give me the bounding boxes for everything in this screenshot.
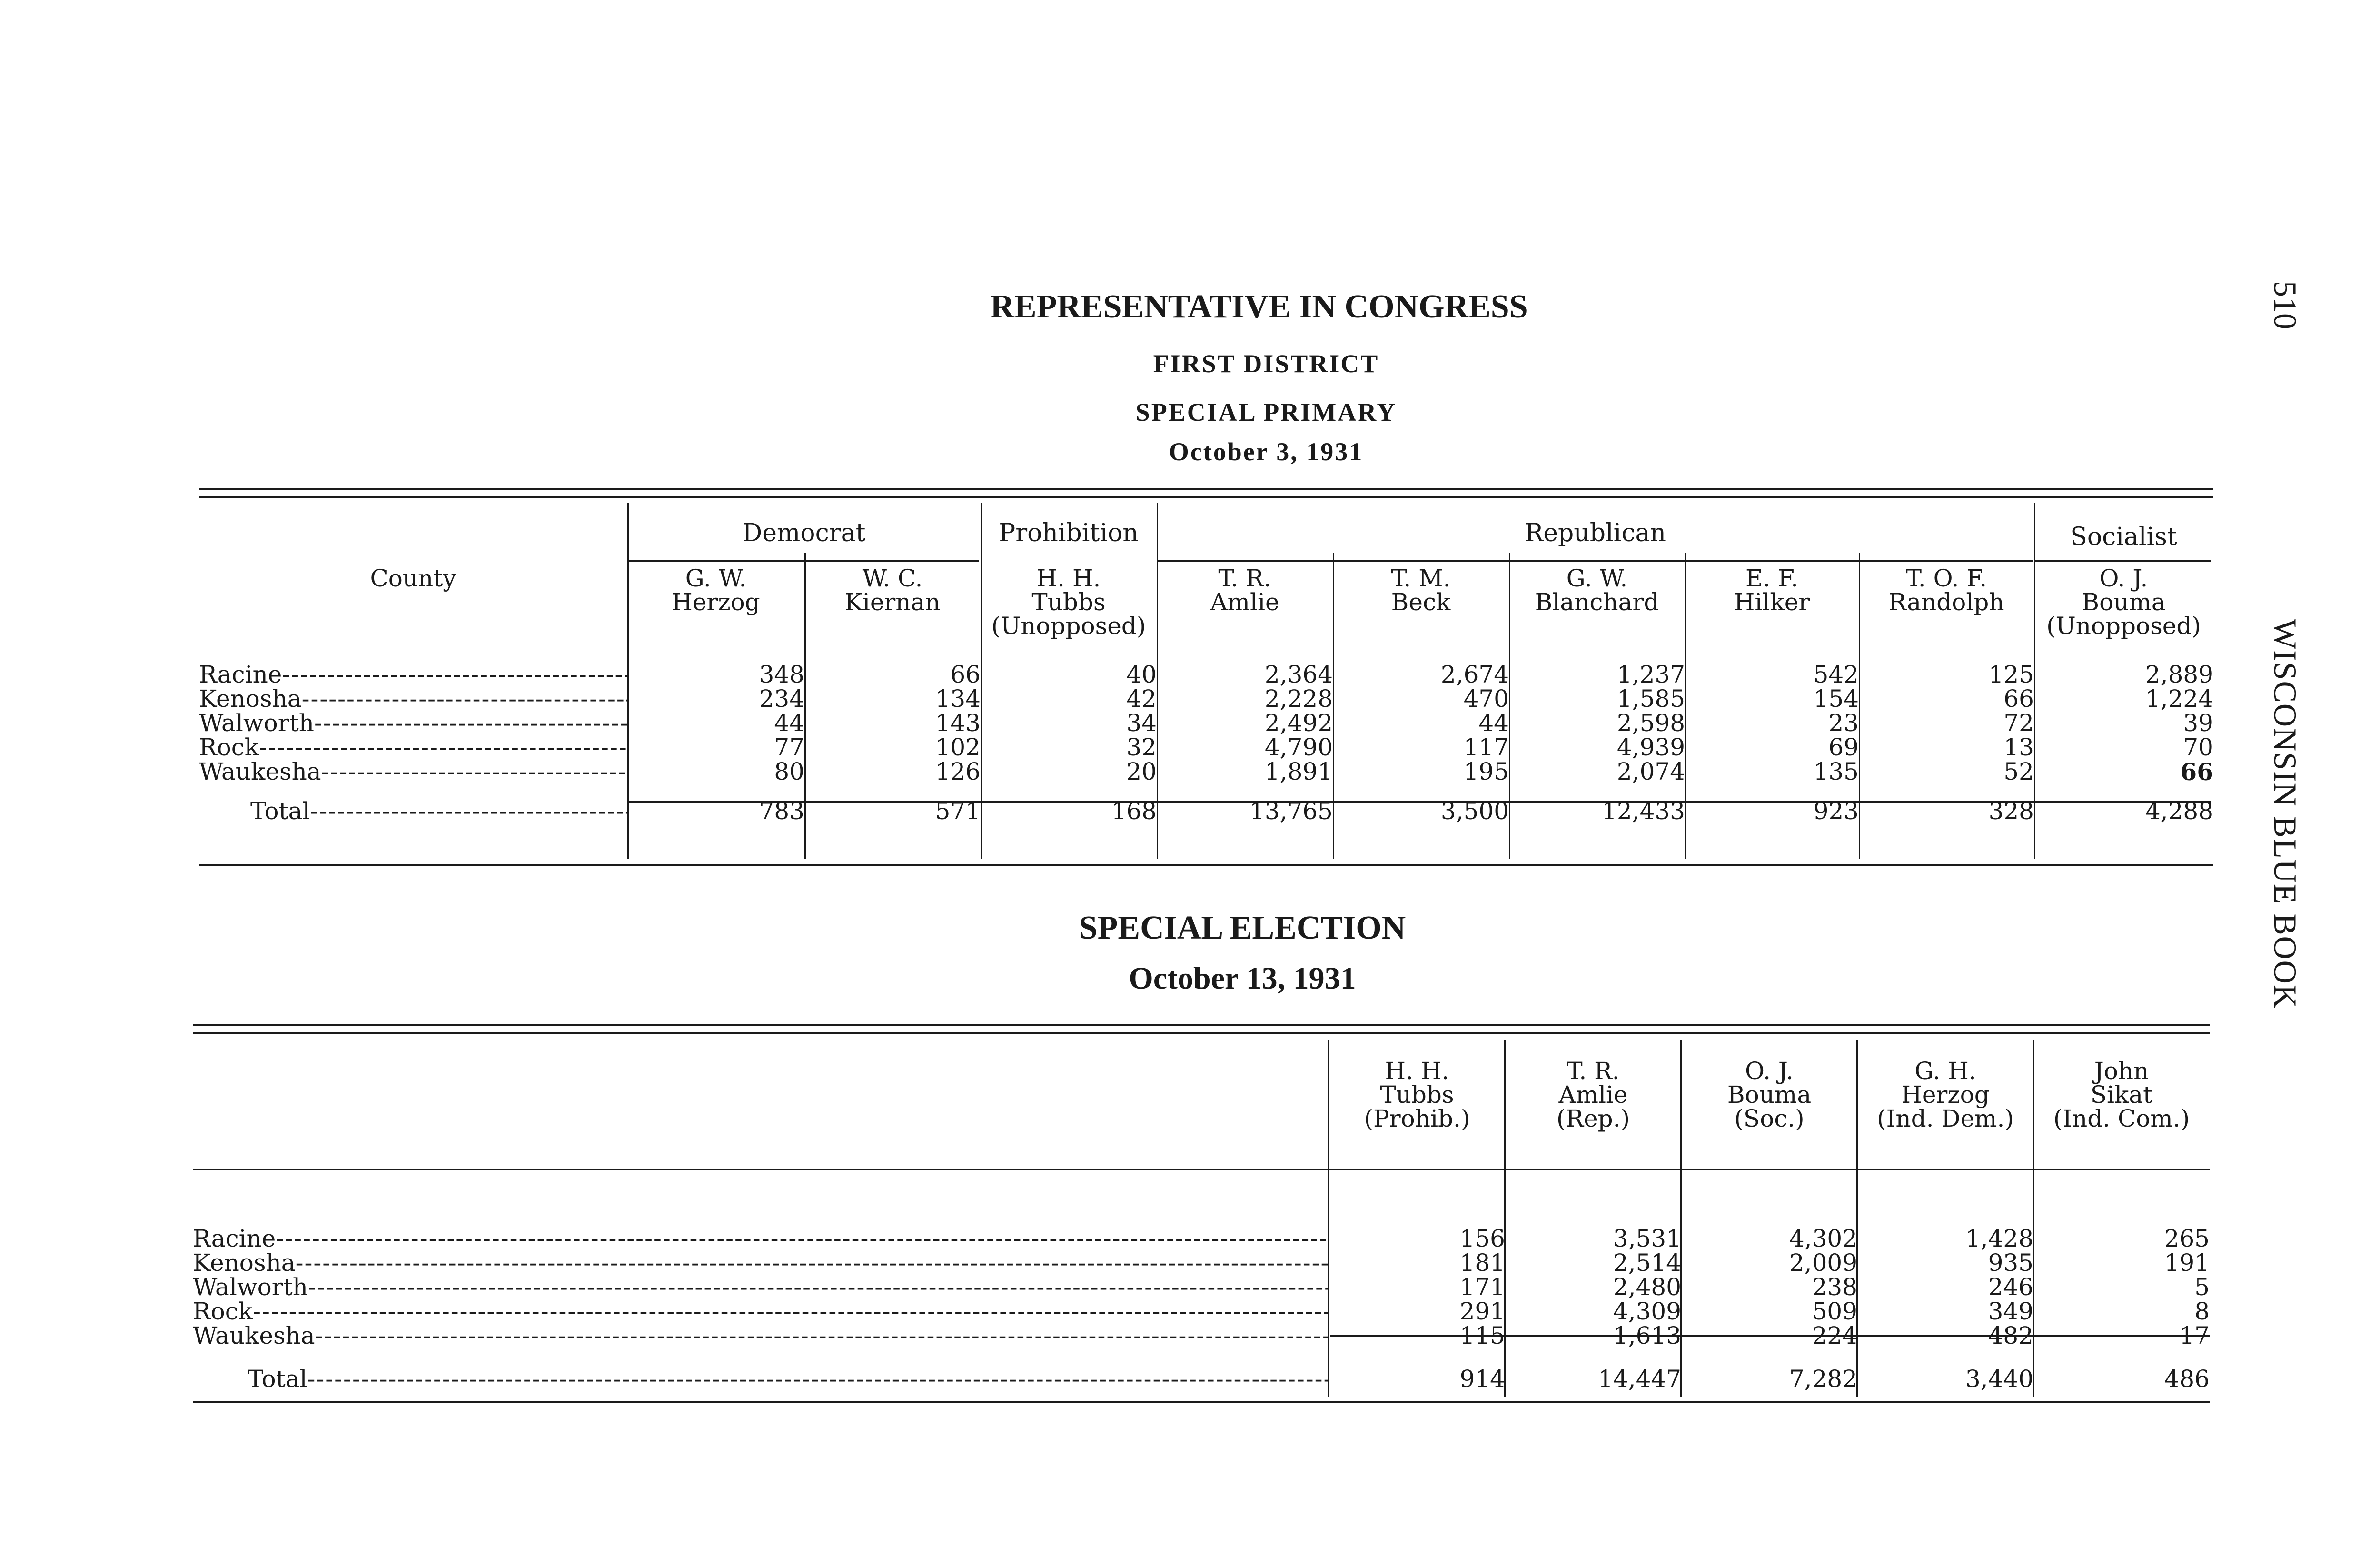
vote-cell: 2,228 xyxy=(1264,687,1333,711)
candidate-party: (Rep.) xyxy=(1556,1105,1630,1132)
candidate-initials: G. H. xyxy=(1914,1059,1976,1085)
district-heading: FIRST DISTRICT xyxy=(1153,349,1379,378)
candidate-initials: H. H. xyxy=(1036,565,1101,592)
vote-cell: 238 xyxy=(1812,1275,1857,1299)
vote-cell: 935 xyxy=(1988,1251,2033,1275)
total-cell: 783 xyxy=(759,799,804,823)
candidate-header xyxy=(1859,562,2034,663)
vote-cell: 470 xyxy=(1463,687,1509,711)
running-head: WISCONSIN BLUE BOOK xyxy=(2267,619,2303,1009)
special-election-title: SPECIAL ELECTION xyxy=(1079,910,1406,946)
vote-cell: 265 xyxy=(2164,1227,2210,1251)
table-row xyxy=(193,1324,2210,1348)
party-republican: Republican xyxy=(1525,519,1666,547)
candidate-header xyxy=(1157,562,1333,663)
total-cell: 4,288 xyxy=(2145,799,2213,823)
vote-cell: 80 xyxy=(774,760,804,784)
party-prohibition: Prohibition xyxy=(999,519,1139,547)
total-cell: 14,447 xyxy=(1598,1367,1681,1391)
total-cell: 571 xyxy=(935,799,981,823)
total-label-cell xyxy=(199,799,627,823)
candidate-surname: Tubbs xyxy=(1031,588,1106,616)
vote-cell: 5 xyxy=(2194,1275,2210,1299)
top-double-rule-lower xyxy=(199,496,2213,498)
candidate-initials: T. R. xyxy=(1218,565,1271,592)
vote-cell: 102 xyxy=(935,735,981,760)
primary-date: October 3, 1931 xyxy=(1169,437,1364,466)
county-name: Kenosha xyxy=(193,1251,296,1275)
vote-cell: 181 xyxy=(1459,1251,1505,1275)
vote-cell: 135 xyxy=(1813,760,1859,784)
vote-cell: 2,480 xyxy=(1613,1275,1681,1299)
vote-cell: 2,514 xyxy=(1613,1251,1681,1275)
se-blank-header xyxy=(193,1059,1329,1197)
vote-cell: 115 xyxy=(1459,1324,1505,1348)
table-row xyxy=(199,711,2213,735)
vote-cell: 348 xyxy=(759,663,804,687)
total-cell: 13,765 xyxy=(1250,799,1333,823)
vote-cell: 509 xyxy=(1812,1299,1857,1324)
candidate-header xyxy=(2034,562,2213,663)
vote-cell: 4,302 xyxy=(1789,1227,1857,1251)
county-cell xyxy=(193,1299,1329,1324)
vote-cell: 291 xyxy=(1459,1299,1505,1324)
vote-cell: 125 xyxy=(1988,663,2034,687)
total-label-cell xyxy=(193,1367,1329,1391)
vote-cell: 117 xyxy=(1463,735,1509,760)
vote-cell: 1,891 xyxy=(1264,760,1333,784)
vote-cell: 4,939 xyxy=(1616,735,1685,760)
vote-cell: 542 xyxy=(1813,663,1859,687)
county-cell xyxy=(193,1275,1329,1299)
vote-cell: 69 xyxy=(1828,735,1859,760)
candidate-initials: E. F. xyxy=(1745,565,1799,592)
candidate-header xyxy=(627,562,804,663)
candidate-surname: Hilker xyxy=(1734,588,1810,616)
total-cell: 7,282 xyxy=(1789,1367,1857,1391)
se-bottom-rule xyxy=(193,1401,2210,1403)
candidate-header xyxy=(804,562,981,663)
se-candidate-header xyxy=(1329,1059,1505,1197)
vote-cell: 39 xyxy=(2183,711,2213,735)
candidate-initials: H. H. xyxy=(1385,1059,1449,1085)
vote-cell: 2,364 xyxy=(1264,663,1333,687)
vote-cell: 34 xyxy=(1126,711,1157,735)
total-cell: 3,500 xyxy=(1440,799,1509,823)
table-row xyxy=(199,760,2213,784)
table-row xyxy=(193,1275,2210,1299)
table-row xyxy=(199,663,2213,687)
page-title: REPRESENTATIVE IN CONGRESS xyxy=(990,288,1528,325)
table-row xyxy=(199,687,2213,711)
se-candidate-header xyxy=(1681,1059,1857,1197)
candidate-header xyxy=(981,562,1157,663)
vote-cell: 1,428 xyxy=(1965,1227,2033,1251)
vote-cell: 134 xyxy=(935,687,981,711)
candidate-initials: O. J. xyxy=(2099,565,2148,592)
candidate-party: (Ind. Com.) xyxy=(2053,1105,2190,1132)
party-democrat: Democrat xyxy=(742,519,866,547)
vote-cell: 20 xyxy=(1126,760,1157,784)
page-number: 510 xyxy=(2267,281,2303,329)
total-row xyxy=(199,799,2213,823)
vote-cell: 195 xyxy=(1463,760,1509,784)
vote-cell: 191 xyxy=(2164,1251,2210,1275)
county-name: Racine xyxy=(193,1227,276,1251)
vote-cell: 40 xyxy=(1126,663,1157,687)
table-row xyxy=(193,1227,2210,1251)
vote-cell: 44 xyxy=(774,711,804,735)
vote-cell: 2,598 xyxy=(1616,711,1685,735)
candidate-party: (Ind. Dem.) xyxy=(1877,1105,2014,1132)
election-type-heading: SPECIAL PRIMARY xyxy=(1135,398,1397,426)
candidate-surname: Randolph xyxy=(1888,588,2004,616)
candidate-initials: T. R. xyxy=(1567,1059,1620,1085)
se-top-double-rule-lower xyxy=(193,1032,2210,1034)
candidate-party: (Soc.) xyxy=(1734,1105,1805,1132)
candidate-surname: Kiernan xyxy=(844,588,941,616)
vote-cell: 4,790 xyxy=(1264,735,1333,760)
candidate-initials: G. W. xyxy=(1566,565,1628,592)
vote-cell: 224 xyxy=(1812,1324,1857,1348)
total-cell: 914 xyxy=(1459,1367,1505,1391)
table-row xyxy=(193,1251,2210,1275)
vote-cell: 66 xyxy=(950,663,981,687)
party-socialist: Socialist xyxy=(2070,523,2177,551)
table-row xyxy=(193,1299,2210,1324)
vote-cell: 2,074 xyxy=(1616,760,1685,784)
candidate-header xyxy=(1509,562,1685,663)
vote-cell: 72 xyxy=(2003,711,2034,735)
candidate-surname: Tubbs xyxy=(1380,1081,1454,1109)
vote-cell: 70 xyxy=(2183,735,2213,760)
candidate-surname: Bouma xyxy=(2082,588,2166,616)
candidate-initials: O. J. xyxy=(1745,1059,1794,1085)
vote-cell: 1,585 xyxy=(1616,687,1685,711)
vote-cell: 234 xyxy=(759,687,804,711)
county-header: County xyxy=(370,565,456,592)
vote-cell: 126 xyxy=(935,760,981,784)
total-cell: 923 xyxy=(1813,799,1859,823)
county-cell xyxy=(199,663,627,687)
vote-cell: 23 xyxy=(1828,711,1859,735)
vote-cell: 13 xyxy=(2003,735,2034,760)
table-row xyxy=(199,735,2213,760)
vote-cell: 143 xyxy=(935,711,981,735)
vote-cell: 66 xyxy=(2180,760,2213,784)
total-cell: 3,440 xyxy=(1965,1367,2033,1391)
county-name: Waukesha xyxy=(193,1324,315,1348)
vote-cell: 17 xyxy=(2179,1324,2210,1348)
candidate-surname: Herzog xyxy=(1901,1081,1990,1109)
vote-cell: 4,309 xyxy=(1613,1299,1681,1324)
total-cell: 168 xyxy=(1111,799,1157,823)
candidate-surname: Bouma xyxy=(1727,1081,1812,1109)
candidate-header xyxy=(1685,562,1859,663)
candidate-surname: Amlie xyxy=(1210,588,1279,616)
county-name: Racine xyxy=(199,663,282,687)
total-cell: 486 xyxy=(2164,1367,2210,1391)
vote-cell: 246 xyxy=(1988,1275,2033,1299)
county-name: Kenosha xyxy=(199,687,302,711)
candidate-surname: Amlie xyxy=(1558,1081,1628,1109)
county-name: Walworth xyxy=(193,1275,308,1299)
vote-cell: 52 xyxy=(2003,760,2034,784)
county-cell xyxy=(193,1227,1329,1251)
vote-cell: 1,613 xyxy=(1613,1324,1681,1348)
vote-cell: 2,674 xyxy=(1440,663,1509,687)
candidate-initials: W. C. xyxy=(862,565,923,592)
total-cell: 12,433 xyxy=(1602,799,1685,823)
county-cell xyxy=(199,687,627,711)
county-name: Walworth xyxy=(199,711,314,735)
candidate-surname: Sikat xyxy=(2090,1081,2153,1109)
total-cell: 328 xyxy=(1988,799,2034,823)
vote-cell: 3,531 xyxy=(1613,1227,1681,1251)
vote-cell: 482 xyxy=(1988,1324,2033,1348)
vote-cell: 2,492 xyxy=(1264,711,1333,735)
total-row xyxy=(193,1367,2210,1391)
county-cell xyxy=(199,760,627,784)
candidate-note: (Unopposed) xyxy=(991,612,1146,640)
vote-cell: 156 xyxy=(1459,1227,1505,1251)
vote-cell: 1,237 xyxy=(1616,663,1685,687)
vote-cell: 2,889 xyxy=(2145,663,2213,687)
county-cell xyxy=(193,1251,1329,1275)
county-name: Rock xyxy=(193,1299,253,1324)
candidate-note: (Unopposed) xyxy=(2046,612,2201,640)
vote-cell: 2,009 xyxy=(1789,1251,1857,1275)
se-candidate-header xyxy=(2033,1059,2210,1197)
vote-cell: 8 xyxy=(2194,1299,2210,1324)
vote-cell: 32 xyxy=(1126,735,1157,760)
county-name: Waukesha xyxy=(199,760,321,784)
vote-cell: 42 xyxy=(1126,687,1157,711)
vote-cell: 66 xyxy=(2003,687,2034,711)
top-double-rule-upper xyxy=(199,488,2213,490)
candidate-party: (Prohib.) xyxy=(1364,1105,1470,1132)
candidate-initials: T. O. F. xyxy=(1905,565,1987,592)
candidate-surname: Herzog xyxy=(672,588,760,616)
candidate-header xyxy=(1333,562,1509,663)
bottom-rule xyxy=(199,864,2213,866)
candidate-initials: T. M. xyxy=(1391,565,1451,592)
candidate-initials: G. W. xyxy=(685,565,747,592)
candidate-initials: John xyxy=(2094,1059,2149,1085)
special-election-date: October 13, 1931 xyxy=(1129,961,1356,996)
county-cell xyxy=(199,711,627,735)
se-candidate-header xyxy=(1505,1059,1681,1197)
candidate-surname: Blanchard xyxy=(1535,588,1659,616)
county-cell xyxy=(193,1324,1329,1348)
vote-cell: 349 xyxy=(1988,1299,2033,1324)
vote-cell: 1,224 xyxy=(2145,687,2213,711)
total-label: Total xyxy=(250,799,310,823)
vote-cell: 44 xyxy=(1478,711,1509,735)
se-candidate-header xyxy=(1857,1059,2033,1197)
vote-cell: 154 xyxy=(1813,687,1859,711)
county-name: Rock xyxy=(199,735,259,760)
se-top-double-rule-upper xyxy=(193,1024,2210,1026)
candidate-surname: Beck xyxy=(1391,588,1451,616)
vote-cell: 171 xyxy=(1459,1275,1505,1299)
total-label: Total xyxy=(248,1367,307,1391)
county-cell xyxy=(199,735,627,760)
vote-cell: 77 xyxy=(774,735,804,760)
